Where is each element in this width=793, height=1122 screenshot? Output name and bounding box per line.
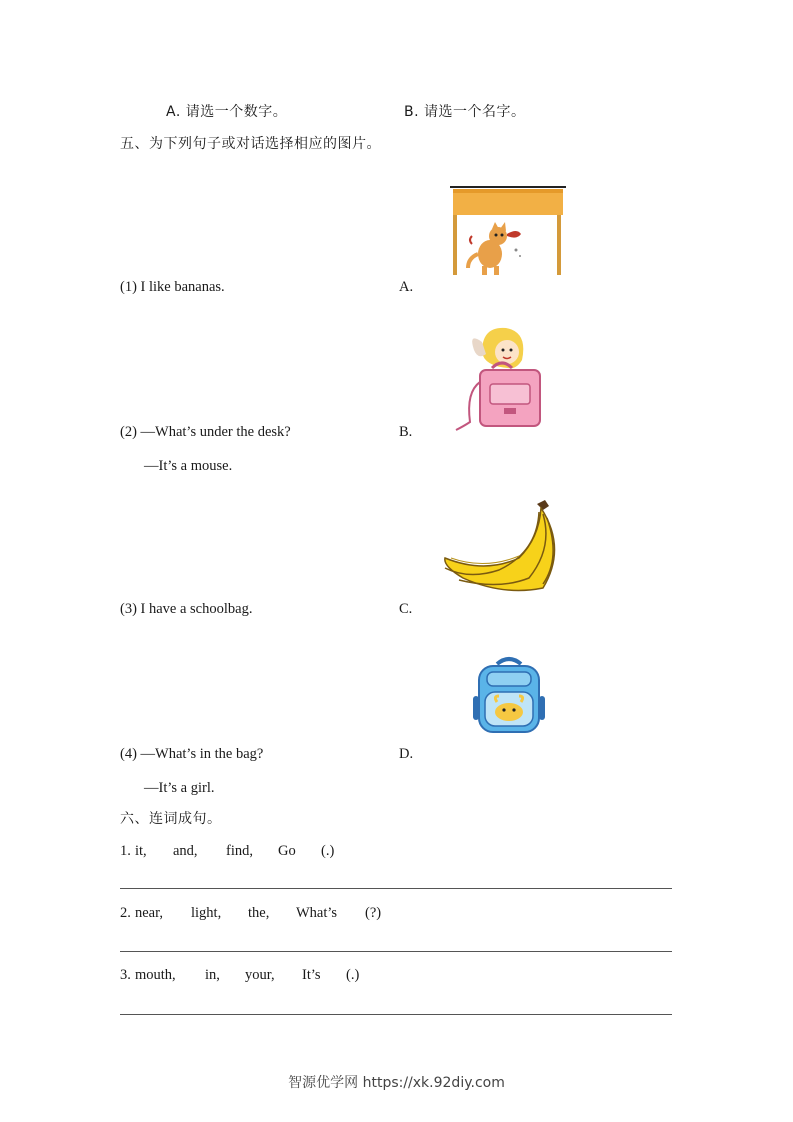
row-3-word-5: (.) bbox=[346, 967, 360, 983]
row-3-word-1: mouth, bbox=[135, 967, 176, 983]
row-2-word-1: near, bbox=[135, 905, 163, 921]
row-2-word-5: (?) bbox=[365, 905, 382, 921]
item-2-text: (2) —What’s under the desk? bbox=[120, 424, 291, 440]
row-1-word-5: (.) bbox=[321, 843, 335, 859]
row-1-word-4: Go bbox=[278, 843, 296, 859]
row-3-word-2: in, bbox=[205, 967, 220, 983]
row-1-word-3: find, bbox=[226, 843, 253, 859]
section5-title: 五、为下列句子或对话选择相应的图片。 bbox=[120, 136, 381, 152]
banana-bunch-picture bbox=[443, 500, 565, 596]
row-2-word-4: What’s bbox=[296, 905, 338, 921]
row-3-word-3: your, bbox=[245, 967, 275, 983]
item-2-reply: —It’s a mouse. bbox=[144, 458, 233, 474]
item-1-letter: A. bbox=[399, 279, 414, 295]
row-2-word-3: the, bbox=[248, 905, 270, 921]
item-1-text: (1) I like bananas. bbox=[120, 279, 225, 295]
row-1-num: 1. bbox=[120, 843, 131, 859]
item-3-letter: C. bbox=[399, 601, 413, 617]
item-2-letter: B. bbox=[399, 424, 413, 440]
option-a: A. 请选一个数字。 bbox=[166, 104, 288, 120]
answer-line-2[interactable] bbox=[120, 951, 672, 952]
answer-line-1[interactable] bbox=[120, 888, 672, 889]
footer-watermark: 智源优学网 https://xk.92diy.com bbox=[288, 1075, 505, 1091]
answer-line-3[interactable] bbox=[120, 1014, 672, 1015]
blue-schoolbag-picture bbox=[471, 656, 547, 736]
item-3-text: (3) I have a schoolbag. bbox=[120, 601, 253, 617]
item-4-text: (4) —What’s in the bag? bbox=[120, 746, 264, 762]
row-2-word-2: light, bbox=[191, 905, 222, 921]
row-1-word-2: and, bbox=[173, 843, 198, 859]
girl-in-pink-bag-picture bbox=[452, 322, 548, 432]
desk-with-cat-picture bbox=[450, 184, 568, 278]
row-1-word-1: it, bbox=[135, 843, 147, 859]
section6-title: 六、连词成句。 bbox=[120, 811, 222, 827]
row-2-num: 2. bbox=[120, 905, 131, 921]
row-3-num: 3. bbox=[120, 967, 131, 983]
item-4-letter: D. bbox=[399, 746, 414, 762]
option-b: B. 请选一个名字。 bbox=[404, 104, 526, 120]
row-3-word-4: It’s bbox=[302, 967, 321, 983]
item-4-reply: —It’s a girl. bbox=[144, 780, 215, 796]
